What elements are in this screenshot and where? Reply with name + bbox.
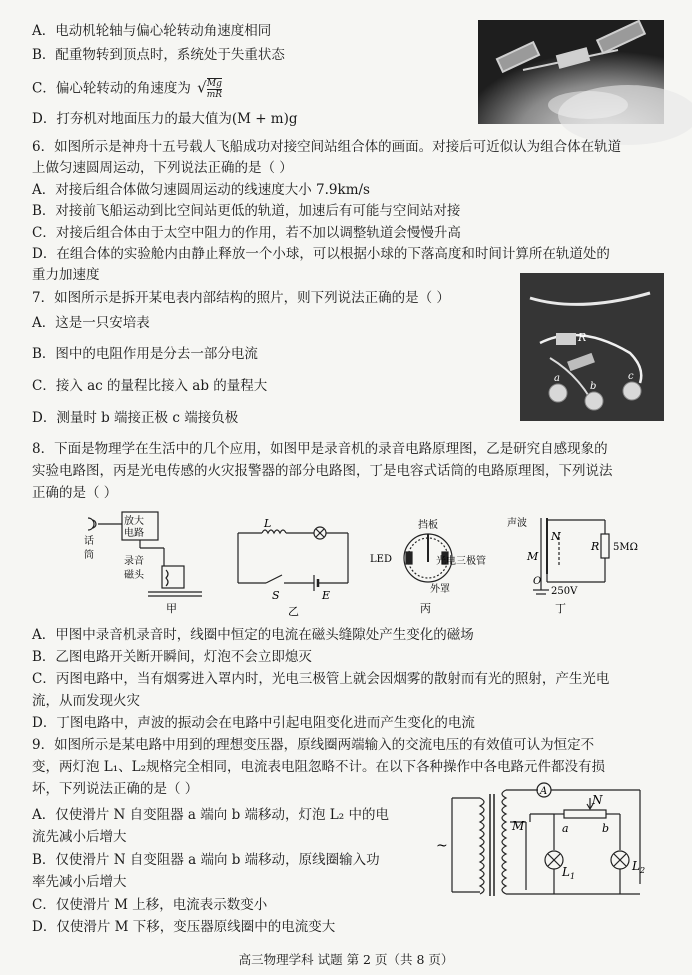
q6-option-d-line1: D．在组合体的实验舱内由静止释放一个小球，可以根据小球的下落高度和时间计算所在轨道处的 bbox=[32, 246, 610, 262]
photo-label-c: c bbox=[628, 371, 634, 382]
q6-option-c: C．对接后组合体由于太空中阻力的作用，若不加以调整轨道会慢慢升高 bbox=[32, 225, 461, 241]
rheostat-end-a: a bbox=[562, 822, 569, 835]
q5-option-c bbox=[32, 78, 222, 100]
ding-caption: 丁 bbox=[555, 602, 566, 615]
q7-option-c: C．接入 ac 的量程比接入 ab 的量程大 bbox=[32, 378, 268, 394]
ding-label-m: M bbox=[527, 550, 539, 563]
q8-option-b: B．乙图电路开关断开瞬间，灯泡不会立即熄灭 bbox=[32, 649, 312, 665]
q9-option-b-line2: 率先减小后增大 bbox=[32, 874, 127, 890]
bing-shield-label: 挡板 bbox=[418, 520, 438, 531]
yi-label-s: S bbox=[272, 589, 280, 602]
q7-option-a: A．这是一只安培表 bbox=[32, 315, 150, 331]
yi-label-e: E bbox=[322, 589, 331, 602]
sqrt-numerator: Mg bbox=[206, 79, 222, 89]
sqrt-denominator: mR bbox=[206, 90, 223, 100]
q8-stem-line3: 正确的是（ ） bbox=[32, 485, 118, 501]
figure-jia-recorder bbox=[78, 508, 218, 618]
q9-stem-line2: 变，两灯泡 L₁、L₂规格完全相同，电流表电阻忽略不计。在以下各种操作中各电路元件都没有损 bbox=[32, 759, 606, 775]
ding-label-o: O bbox=[533, 576, 542, 587]
photo-label-b: b bbox=[590, 381, 597, 392]
yi-label-l: L bbox=[264, 517, 272, 530]
yi-caption: 乙 bbox=[288, 605, 299, 618]
ding-sound-label: 声波 bbox=[507, 518, 527, 529]
figure-transformer-circuit bbox=[430, 780, 670, 910]
ding-voltage: 250V bbox=[551, 586, 578, 597]
bing-tube-label: 光电三极管 bbox=[436, 556, 486, 567]
q6-option-d-line2: 重力加速度 bbox=[32, 267, 100, 283]
bing-caption: 丙 bbox=[420, 602, 431, 615]
bing-led-label: LED bbox=[370, 554, 392, 565]
q9-stem-line3: 坏，下列说法正确的是（ ） bbox=[32, 781, 199, 797]
q8-option-a: A．甲图中录音机录音时，线圈中恒定的电流在磁头缝隙处产生变化的磁场 bbox=[32, 627, 474, 643]
photo-label-r: R bbox=[578, 331, 587, 344]
q5-option-b: B．配重物转到顶点时，系统处于失重状态 bbox=[32, 47, 285, 63]
ding-label-n: N bbox=[551, 530, 561, 543]
jia-mic-label-2: 筒 bbox=[84, 550, 94, 561]
q5-option-c-text: C．偏心轮转动的角速度为 bbox=[32, 80, 191, 97]
q6-stem-line2: 上做匀速圆周运动，下列说法正确的是（ ） bbox=[32, 160, 293, 176]
q9-stem-line1: 9．如图所示是某电路中用到的理想变压器，原线圈两端输入的交流电压的有效值可认为恒定不 bbox=[32, 737, 595, 753]
q5-option-a: A．电动机轮轴与偏心轮转动角速度相同 bbox=[32, 23, 272, 39]
photo-label-a: a bbox=[554, 373, 560, 384]
q8-option-c-line1: C．丙图电路中，当有烟雾进入罩内时，光电三极管上就会因烟雾的散射而有光的照射，产生光电 bbox=[32, 671, 610, 687]
jia-caption: 甲 bbox=[166, 602, 177, 615]
figure-ding-capacitor-mic bbox=[505, 512, 638, 618]
jia-amp-label-2: 电路 bbox=[124, 528, 144, 539]
lamp-l1-label: $L_1$ bbox=[562, 865, 576, 881]
page-footer: 高三物理学科 试题 第 2 页（共 8 页） bbox=[238, 952, 454, 967]
jia-head-label-2: 磁头 bbox=[124, 570, 144, 581]
q7-stem: 7．如图所示是拆开某电表内部结构的照片，则下列说法正确的是（ ） bbox=[32, 290, 450, 306]
q9-option-a-line1: A．仅使滑片 N 自变阻器 a 端向 b 端移动，灯泡 L₂ 中的电 bbox=[32, 807, 389, 823]
q9-option-a-line2: 流先减小后增大 bbox=[32, 829, 127, 845]
sqrt-formula: √ $\frac{Mg}{mR}$ bbox=[197, 78, 223, 100]
q6-stem-line1: 6．如图所示是神舟十五号载人飞船成功对接空间站组合体的画面。对接后可近似认为组合体在轨道 bbox=[32, 139, 622, 155]
slider-n-label: N bbox=[592, 793, 603, 807]
lamp-l2-label: $L_2$ bbox=[632, 859, 646, 875]
q8-stem-line2: 实验电路图，丙是光电传感的火灾报警器的部分电路图，丁是电容式话筒的电路原理图，下列说法 bbox=[32, 463, 613, 479]
q6-option-b: B．对接前飞船运动到比空间站更低的轨道，加速后有可能与空间站对接 bbox=[32, 203, 461, 219]
jia-head-label-1: 录音 bbox=[124, 556, 144, 567]
figure-bing-smoke-alarm bbox=[370, 512, 490, 618]
rheostat-end-b: b bbox=[602, 822, 610, 835]
bing-cover-label: 外罩 bbox=[430, 584, 450, 595]
ding-label-r: R bbox=[591, 540, 600, 553]
q5-option-d: D．打夯机对地面压力的最大值为(M + m)g bbox=[32, 111, 298, 127]
jia-amp-label-1: 放大 bbox=[124, 516, 144, 527]
space-station-photo bbox=[478, 20, 664, 124]
q7-option-b: B．图中的电阻作用是分去一部分电流 bbox=[32, 346, 258, 362]
q8-stem-line1: 8．下面是物理学在生活中的几个应用，如图甲是录音机的录音电路原理图，乙是研究自感现象的 bbox=[32, 441, 608, 457]
q8-option-d: D．丁图电路中，声波的振动会在电路中引起电阻变化进而产生变化的电流 bbox=[32, 715, 475, 731]
figure-yi-self-induction bbox=[232, 515, 357, 618]
q8-option-c-line2: 流，从而发现火灾 bbox=[32, 693, 140, 709]
ding-resistance: 5MΩ bbox=[613, 542, 638, 553]
q9-option-d: D．仅使滑片 M 下移，变压器原线圈中的电流变大 bbox=[32, 919, 336, 935]
jia-mic-label-1: 话 bbox=[84, 536, 94, 547]
q7-option-d: D．测量时 b 端接正极 c 端接负极 bbox=[32, 410, 239, 426]
q9-option-b-line1: B．仅使滑片 N 自变阻器 a 端向 b 端移动，原线圈输入功 bbox=[32, 852, 380, 868]
q6-option-a: A．对接后组合体做匀速圆周运动的线速度大小 7.9km/s bbox=[32, 182, 370, 198]
ac-source-symbol: ~ bbox=[436, 838, 448, 854]
ammeter-label: A bbox=[540, 786, 548, 797]
q9-option-c: C．仅使滑片 M 上移，电流表示数变小 bbox=[32, 897, 268, 913]
meter-internal-photo bbox=[520, 273, 664, 421]
slider-m-label: M bbox=[512, 819, 525, 833]
